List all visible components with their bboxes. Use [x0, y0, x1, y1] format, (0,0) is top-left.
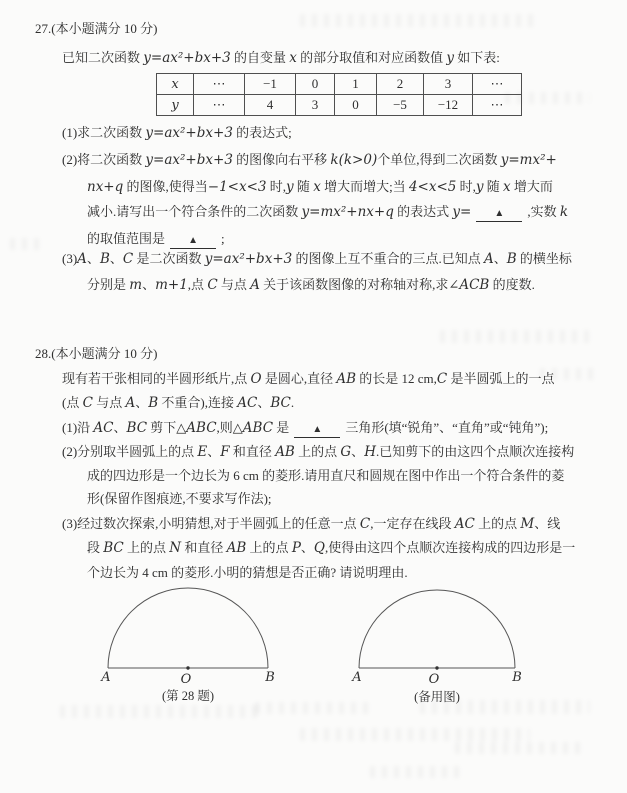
text-run: 、 [135, 395, 149, 410]
q28-part2-line2 [87, 466, 564, 486]
bleedthrough-artifact [370, 766, 460, 778]
text-run: 已知二次函数 [62, 50, 144, 65]
math-run: Q [313, 540, 325, 556]
math-run: AC [454, 516, 475, 532]
table-cell: ⋯ [194, 95, 245, 116]
q27-intro [62, 48, 500, 68]
figure-caption-main: (第 28 题) [161, 689, 215, 703]
math-run: y [446, 50, 455, 66]
text-run: 是 [273, 420, 290, 435]
q27-part2-line1 [62, 150, 557, 170]
text-run: ,使得由这四个点顺次连接构成的四边形是一 [325, 540, 576, 555]
table-cell: 2 [377, 74, 424, 95]
text-run: 随 [293, 179, 314, 194]
bleedthrough-artifact [300, 14, 540, 27]
math-run: H [364, 444, 376, 460]
math-run: y=ax²+bx+3 [145, 125, 233, 141]
bleedthrough-artifact [455, 742, 585, 754]
text-run: 的横坐标 [516, 251, 572, 266]
text-run: (点 [62, 395, 83, 410]
text-run: 三角形(填“锐角”、“直角”或“钝角”); [345, 420, 549, 435]
center-dot [186, 666, 189, 669]
text-run: .已知剪下的由这四个点顺次连接构 [375, 444, 575, 459]
text-run: 个单位,得到二次函数 [377, 152, 501, 167]
text-run: (2)将二次函数 [62, 152, 146, 167]
text-run: 不重合),连接 [158, 395, 238, 410]
text-run: 、 [257, 395, 271, 410]
point-label-o: O [428, 672, 440, 684]
value-table-body [157, 74, 522, 116]
text-run: 、 [142, 277, 156, 292]
bleedthrough-artifact [10, 238, 40, 250]
q27-part2-line3 [87, 202, 568, 222]
table-cell: 4 [245, 95, 296, 116]
math-run: nx+q [87, 179, 124, 195]
text-run: 剪下△ [147, 420, 187, 435]
text-run: 时, [456, 179, 476, 194]
text-run: 增大而增大;当 [320, 179, 409, 194]
text-run: 是半圆弧上的一点 [447, 371, 555, 386]
math-run: m+1 [155, 277, 188, 293]
math-run: ABC [242, 420, 274, 436]
math-run: m [129, 277, 143, 293]
text-run: 、线 [534, 516, 561, 531]
bleedthrough-artifact [255, 702, 375, 714]
answer-blank [476, 204, 522, 222]
semicircle-arc [359, 590, 515, 668]
text-run: 上的点 [246, 540, 292, 555]
text-run: 个边长为 4 cm 的菱形.小明的猜想是否正确? 请说明理由. [87, 565, 408, 580]
text-run: 、 [86, 251, 100, 266]
math-run: BC [270, 395, 291, 411]
point-label-b: B [265, 670, 275, 684]
text-run: 的表达式; [232, 125, 292, 140]
table-cell: 3 [296, 95, 335, 116]
text-run: 如下表: [454, 50, 500, 65]
text-run: 现有若干张相同的半圆形纸片,点 [62, 371, 251, 386]
math-run: x [503, 179, 511, 195]
math-run: y=ax²+bx+3 [204, 251, 293, 267]
point-label-a: A [101, 670, 111, 684]
q28-part1 [62, 418, 548, 438]
text-run: 减小.请写出一个符合条件的二次函数 [87, 204, 302, 219]
table-row [157, 95, 522, 116]
q28-part3-line2 [87, 538, 575, 558]
text-run: ,一定存在线段 [370, 516, 455, 531]
math-run: −1<x<3 [207, 179, 267, 195]
math-run: N [169, 540, 182, 556]
q28-header [35, 344, 157, 364]
text-run: 、 [300, 540, 314, 555]
q27-part2-line2 [87, 177, 553, 197]
math-run: M [520, 516, 535, 532]
center-dot [435, 666, 438, 669]
text-run: 是圆心,直径 [261, 371, 337, 386]
text-run: 的图像,使得当 [123, 179, 208, 194]
table-cell: ⋯ [194, 74, 245, 95]
semicircle-figure-spare [349, 586, 525, 684]
q27-part2-line4 [87, 229, 225, 249]
math-run: F [220, 444, 230, 460]
q28-intro-line2 [62, 393, 294, 413]
text-run: 关于该函数图像的对称轴对称,求∠ [259, 277, 460, 292]
table-row-head: y [157, 95, 194, 116]
math-run: C [82, 395, 93, 411]
q27-part3-line2 [87, 275, 535, 295]
text-run: 、 [493, 251, 507, 266]
value-table [156, 73, 522, 116]
text-run: 的自变量 [230, 50, 290, 65]
text-run: (3) [62, 251, 78, 266]
text-run: 、 [109, 251, 123, 266]
text-run: (2)分别取半圆弧上的点 [62, 444, 198, 459]
text-run: ; [221, 231, 225, 246]
math-run: AB [336, 371, 357, 387]
answer-blank [170, 231, 216, 249]
q27-part3-line1 [62, 249, 572, 269]
text-run: 形(保留作图痕迹,不要求写作法); [87, 491, 272, 506]
math-run: A [125, 395, 136, 411]
text-run: 上的点 [123, 540, 170, 555]
text-run: 和直径 [181, 540, 227, 555]
text-run: 段 [87, 540, 104, 555]
text-run: 的长是 12 cm, [356, 371, 437, 386]
math-run: C [436, 371, 448, 387]
math-run: A [483, 251, 494, 267]
math-run: 4<x<5 [408, 179, 457, 195]
q28-part3-line3 [87, 563, 408, 583]
semicircle-figure-main [98, 584, 278, 684]
math-run: y= [452, 204, 472, 220]
math-run: AB [275, 444, 295, 460]
text-run: 27.(本小题满分 10 分) [35, 21, 158, 36]
table-cell: 1 [335, 74, 377, 95]
math-run: ACB [459, 277, 490, 293]
point-label-o: O [180, 672, 192, 684]
point-label-b: B [512, 670, 522, 684]
table-row [157, 74, 522, 95]
table-cell: ⋯ [473, 95, 522, 116]
math-run: A [77, 251, 87, 267]
math-run: y [286, 179, 294, 195]
math-run: BC [103, 540, 124, 556]
math-run: AB [226, 540, 247, 556]
text-run: 与点 [217, 277, 251, 292]
text-run: 上的点 [294, 444, 341, 459]
table-cell: −12 [424, 95, 473, 116]
text-run: 成的四边形是一个边长为 6 cm 的菱形.请用直尺和圆规在图中作出一个符合条件的菱 [87, 468, 565, 483]
text-run: 、 [207, 444, 221, 459]
math-run: AC [237, 395, 258, 411]
bleedthrough-artifact [60, 705, 260, 718]
math-run: C [359, 516, 371, 532]
math-run: G [340, 444, 352, 460]
math-run: y=mx²+nx+q [301, 204, 394, 220]
q27-header [35, 19, 157, 39]
text-run: 的表达式 [393, 204, 453, 219]
math-run: B [506, 251, 517, 267]
math-run: BC [126, 420, 148, 436]
math-run: y=ax²+bx+3 [143, 50, 231, 66]
table-cell: 0 [335, 95, 377, 116]
text-run: ,点 [187, 277, 208, 292]
math-run: O [250, 371, 262, 387]
q28-part3-line1 [62, 514, 560, 534]
math-run: k(k>0) [330, 152, 378, 168]
math-run: E [197, 444, 208, 460]
text-run: (1)求二次函数 [62, 125, 146, 140]
text-run: 、 [113, 420, 127, 435]
math-run: y=mx²+ [500, 152, 557, 168]
math-run: x [289, 50, 297, 66]
text-run: 的度数. [489, 277, 535, 292]
text-run: 增大而 [510, 179, 553, 194]
figure-caption-spare: (备用图) [414, 690, 460, 704]
math-run: P [291, 540, 301, 556]
math-run: k [559, 204, 569, 220]
math-run: C [207, 277, 218, 293]
q28-intro-line1 [62, 369, 555, 389]
math-run: AC [93, 420, 114, 436]
text-run: 28.(本小题满分 10 分) [35, 346, 158, 361]
answer-triangle: ▲ [494, 208, 505, 219]
text-run: ,实数 [527, 204, 560, 219]
table-cell: −1 [245, 74, 296, 95]
math-run: x [313, 179, 321, 195]
q28-part2-line3 [87, 489, 272, 509]
table-cell: 3 [424, 74, 473, 95]
math-run: C [122, 251, 134, 267]
text-run: 的部分取值和对应函数值 [296, 50, 447, 65]
bleedthrough-artifact [440, 330, 590, 343]
answer-triangle: ▲ [312, 424, 323, 435]
text-run: . [290, 395, 295, 410]
math-run: A [250, 277, 260, 293]
text-run: 和直径 [229, 444, 276, 459]
answer-blank [294, 420, 340, 438]
text-run: (3)经过数次探索,小明猜想,对于半圆弧上的任意一点 [62, 516, 360, 531]
point-label-a: A [352, 670, 362, 684]
table-row-head: x [157, 74, 194, 95]
text-run: 时, [266, 179, 287, 194]
table-cell: 0 [296, 74, 335, 95]
semicircle-arc [108, 588, 268, 668]
text-run: 分别是 [87, 277, 130, 292]
math-run: y [475, 179, 484, 195]
text-run: 随 [483, 179, 504, 194]
text-run: 是二次函数 [133, 251, 205, 266]
math-run: y=ax²+bx+3 [145, 152, 233, 168]
q28-part2-line1 [62, 442, 574, 462]
math-run: ABC [186, 420, 217, 436]
text-run: 的图像向右平移 [232, 152, 331, 167]
answer-triangle: ▲ [188, 235, 198, 246]
text-run: 的取值范围是 [87, 231, 166, 246]
q27-part1 [62, 123, 292, 143]
table-cell: −5 [377, 95, 424, 116]
table-cell: ⋯ [473, 74, 522, 95]
text-run: 上的点 [474, 516, 521, 531]
math-run: B [99, 251, 110, 267]
math-run: B [148, 395, 159, 411]
text-run: (1)沿 [62, 420, 94, 435]
text-run: 与点 [92, 395, 126, 410]
text-run: ,则△ [216, 420, 243, 435]
bleedthrough-artifact [300, 728, 530, 741]
text-run: 的图像上互不重合的三点.已知点 [292, 251, 484, 266]
text-run: 、 [351, 444, 365, 459]
